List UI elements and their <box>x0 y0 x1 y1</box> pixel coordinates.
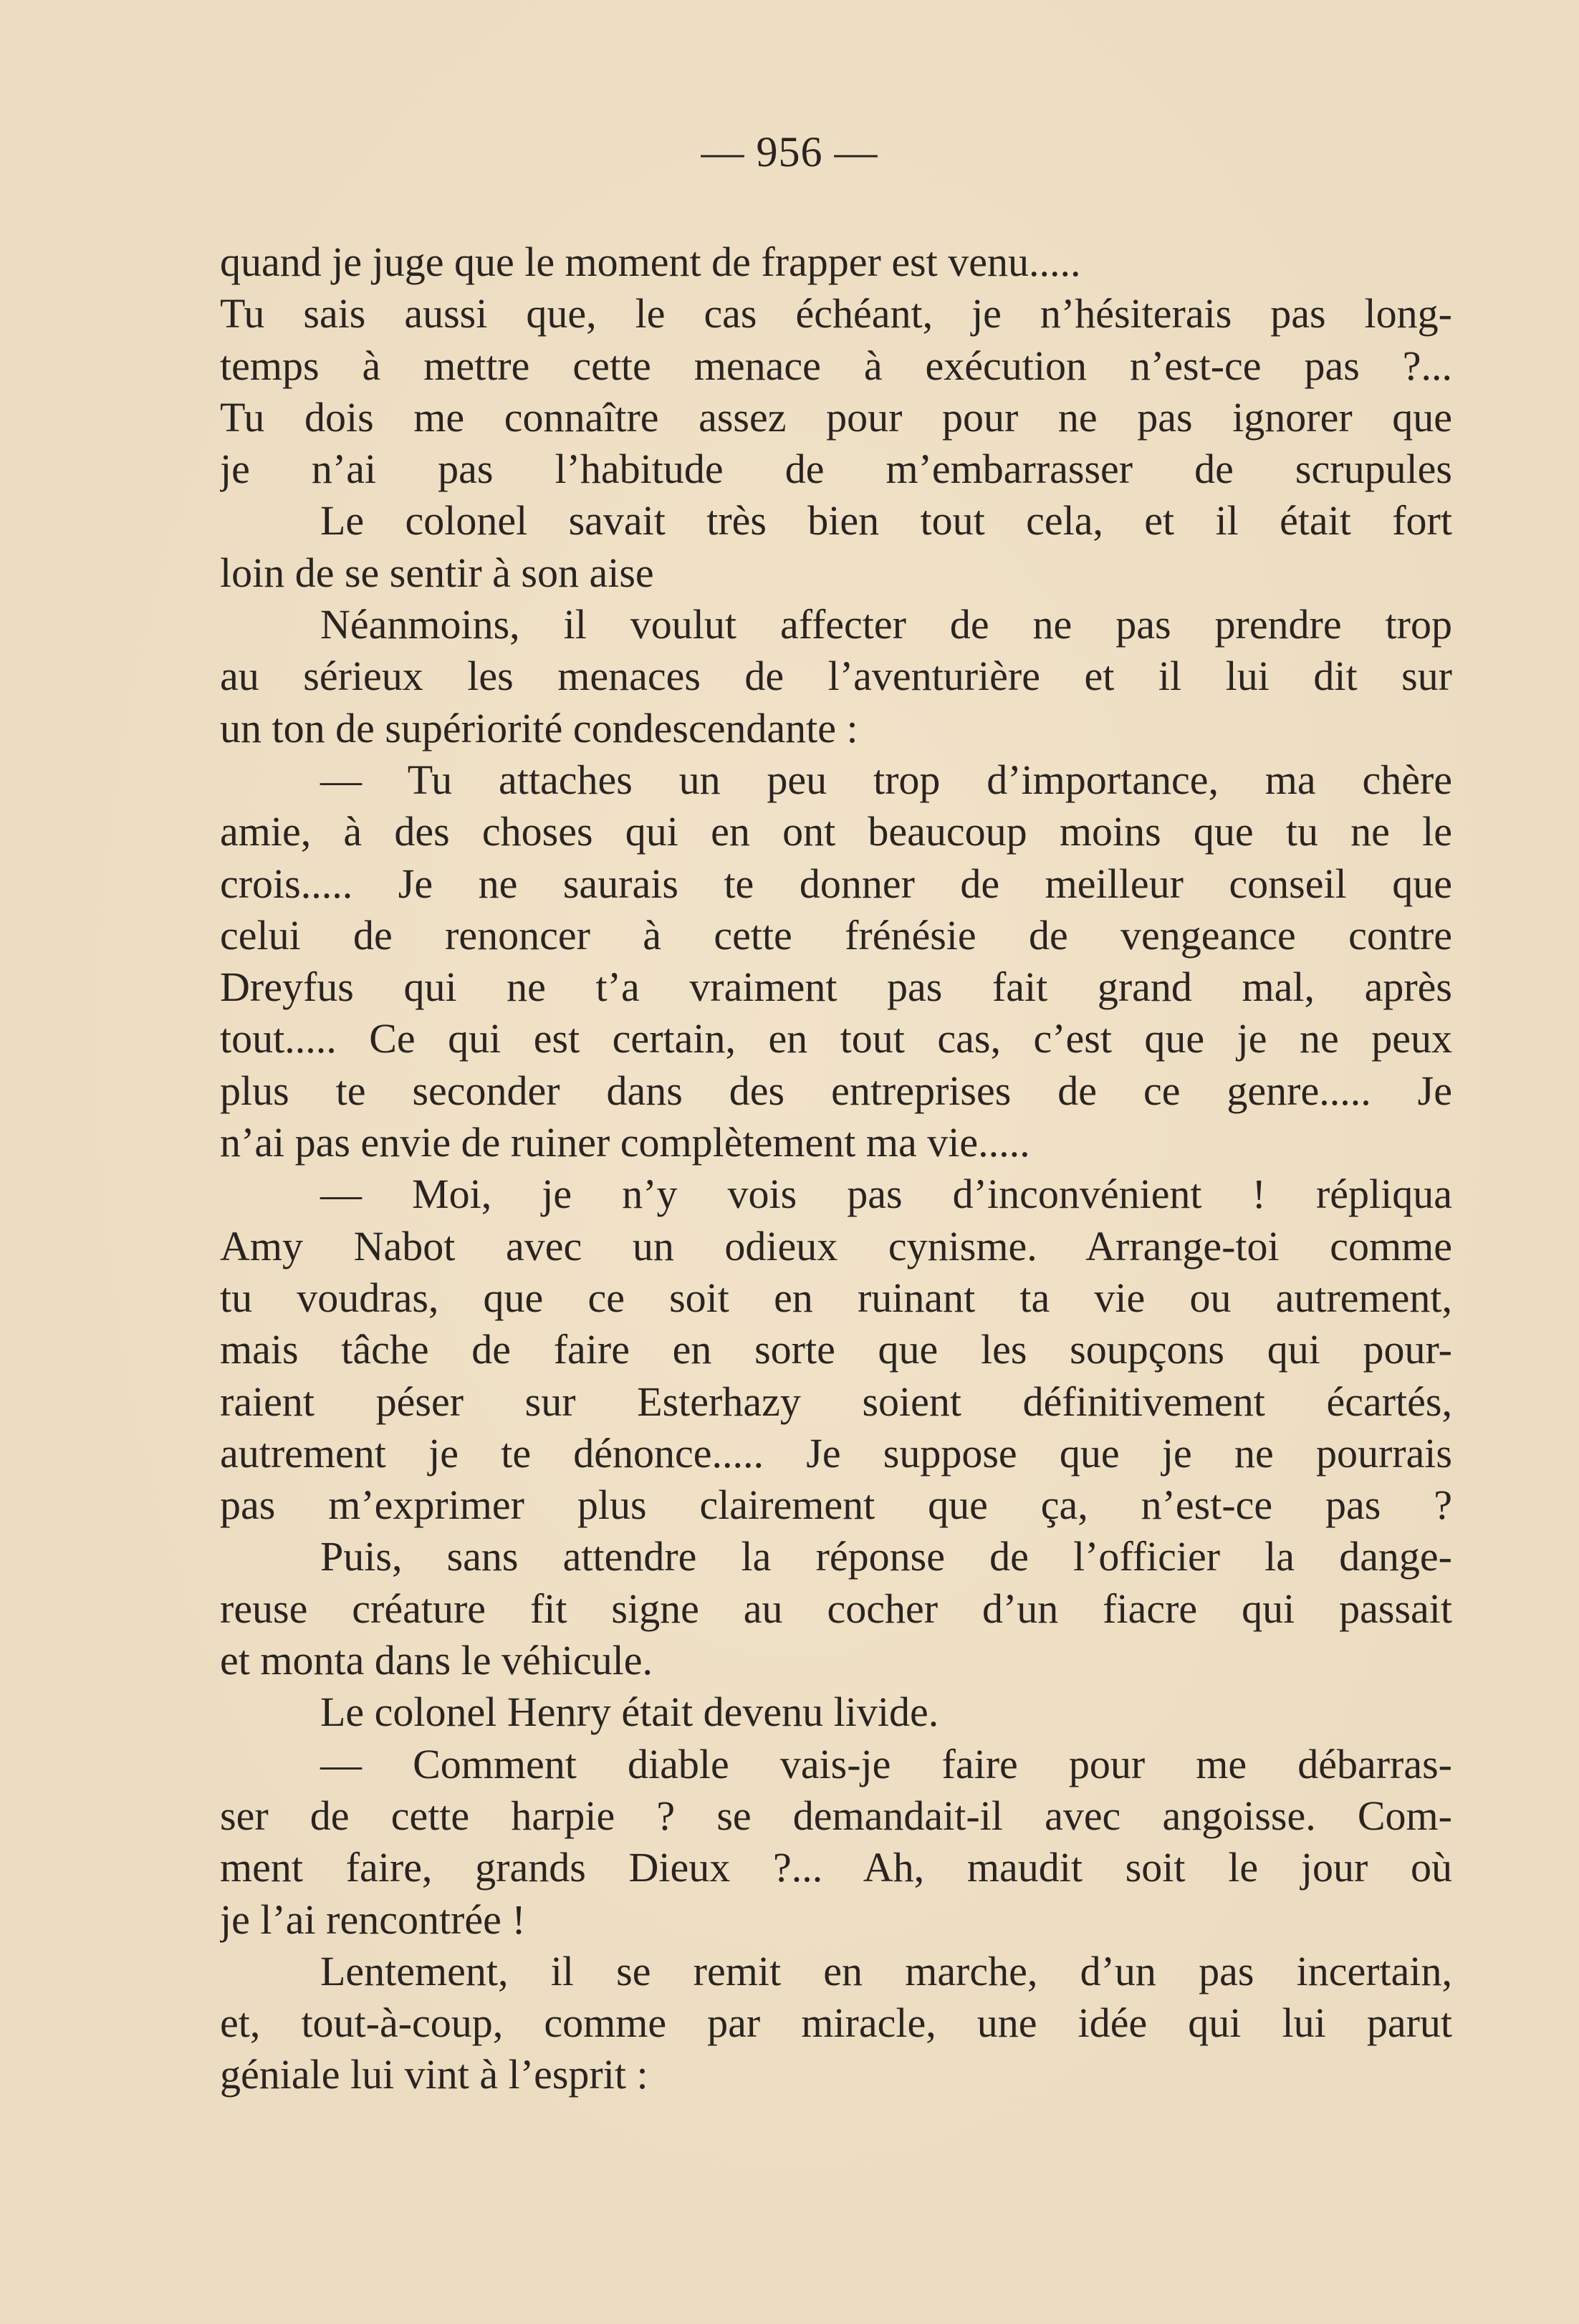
body-text <box>220 236 1452 2101</box>
text-line: plus te seconder dans des entreprises de ce genre..... Je <box>220 1067 1452 1114</box>
text-line: Néanmoins, il voulut affecter de ne pas prendre trop <box>320 601 1452 648</box>
text-line: loin de se sentir à son aise <box>220 549 654 596</box>
text-line: celui de renoncer à cette frénésie de vengeance contre <box>220 911 1452 959</box>
text-line: pas m’exprimer plus clairement que ça, n’est-ce pas ? <box>220 1482 1452 1529</box>
text-line: un ton de supériorité condescendante : <box>220 704 858 752</box>
text-line: tout..... Ce qui est certain, en tout cas, c’est que je ne peux <box>220 1015 1452 1062</box>
text-line: Dreyfus qui ne t’a vraiment pas fait grand mal, après <box>220 964 1452 1011</box>
text-line: — Moi, je n’y vois pas d’inconvénient ! répliqua <box>320 1171 1452 1218</box>
text-line: — Comment diable vais-je faire pour me débarras- <box>320 1740 1452 1787</box>
text-line: ment faire, grands Dieux ?... Ah, maudit soit le jour où <box>220 1844 1452 1891</box>
text-line: reuse créature fit signe au cocher d’un fiacre qui passait <box>220 1585 1452 1632</box>
text-line: tu voudras, que ce soit en ruinant ta vie ou autrement, <box>220 1274 1452 1321</box>
text-line: je n’ai pas l’habitude de m’embarrasser de scrupules <box>220 446 1452 493</box>
text-line: ser de cette harpie ? se demandait-il avec angoisse. Com- <box>220 1792 1452 1839</box>
text-line: Puis, sans attendre la réponse de l’officier la dange- <box>320 1533 1452 1580</box>
text-line: quand je juge que le moment de frapper est venu..... <box>220 239 1081 285</box>
text-line: — Tu attaches un peu trop d’importance, ma chère <box>320 756 1452 803</box>
text-line: temps à mettre cette menace à exécution n’est-ce pas ?... <box>220 342 1452 389</box>
text-line: raient péser sur Esterhazy soient définitivement écartés, <box>220 1378 1452 1425</box>
text-line: Le colonel Henry était devenu livide. <box>320 1689 939 1736</box>
text-line: Le colonel savait très bien tout cela, et il était fort <box>320 497 1452 544</box>
text-line: n’ai pas envie de ruiner complètement ma vie..... <box>220 1119 1030 1166</box>
text-line: Lentement, il se remit en marche, d’un pas incertain, <box>320 1947 1452 1994</box>
text-line: mais tâche de faire en sorte que les soupçons qui pour- <box>220 1326 1452 1373</box>
text-line: et, tout-à-coup, comme par miracle, une idée qui lui parut <box>220 1999 1452 2047</box>
text-line: Tu sais aussi que, le cas échéant, je n’hésiterais pas long- <box>220 290 1452 337</box>
text-line: autrement je te dénonce..... Je suppose que je ne pourrais <box>220 1429 1452 1476</box>
text-line: et monta dans le véhicule. <box>220 1637 653 1684</box>
text-line: amie, à des choses qui en ont beaucoup moins que tu ne le <box>220 808 1452 855</box>
text-line: au sérieux les menaces de l’aventurière et il lui dit sur <box>220 653 1452 700</box>
page-number: — 956 — <box>701 128 878 176</box>
text-line: Amy Nabot avec un odieux cynisme. Arrange-toi comme <box>220 1222 1452 1269</box>
text-line: je l’ai rencontrée ! <box>220 1896 526 1943</box>
text-line: crois..... Je ne saurais te donner de meilleur conseil que <box>220 860 1452 907</box>
text-line: géniale lui vint à l’esprit : <box>220 2051 648 2098</box>
text-line: Tu dois me connaître assez pour pour ne pas ignorer que <box>220 393 1452 441</box>
